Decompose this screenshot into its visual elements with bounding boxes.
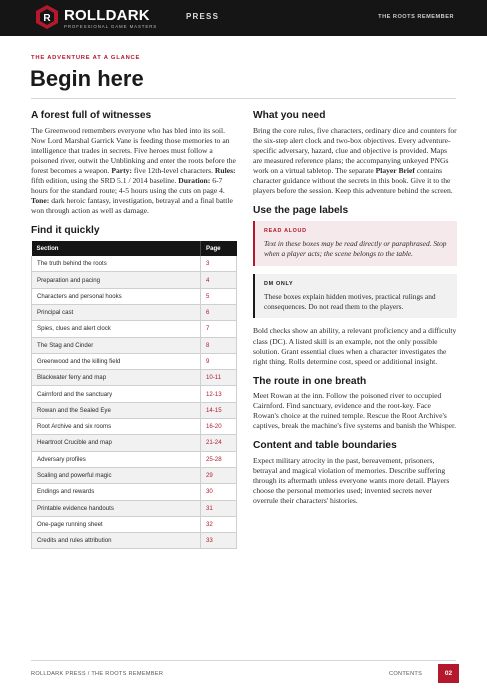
toc-row[interactable] [32, 321, 237, 337]
toc-section-title: Preparation and pacing [32, 272, 201, 288]
left-column [31, 110, 237, 549]
toc-page-number[interactable]: 16-20 [201, 419, 237, 435]
content-section [253, 440, 457, 506]
toc-page-number[interactable]: 5 [201, 288, 237, 304]
toc-page-number[interactable]: 7 [201, 321, 237, 337]
toc-body [32, 256, 237, 549]
toc-page-number[interactable]: 3 [201, 256, 237, 272]
labels-heading: Use the page labels [253, 204, 349, 216]
toc-section-title: Root Archive and six rooms [32, 419, 201, 435]
toc-page-number[interactable]: 21-24 [201, 435, 237, 451]
toc-row[interactable] [32, 353, 237, 369]
right-column [253, 110, 457, 515]
read-aloud-label: READ ALOUD [264, 227, 307, 234]
rules-label: Rules: [214, 165, 236, 175]
toc-col-page: Page [201, 241, 237, 256]
dm-only-text: These boxes explain hidden motives, practical rulings and consequences. Do not read them to the players. [264, 291, 436, 311]
toc-page-number[interactable]: 6 [201, 304, 237, 320]
toc-section-title: Adversary profiles [32, 451, 201, 467]
witnesses-text [31, 126, 237, 216]
toc-row[interactable] [32, 256, 237, 272]
toc-section-title: Cairnford and the sanctuary [32, 386, 201, 402]
toc-section-title: Heartroot Crucible and map [32, 435, 201, 451]
title-divider [31, 98, 456, 99]
press-label: PRESS [186, 12, 220, 21]
need-section [253, 110, 457, 196]
toc-heading: Find it quickly [31, 224, 100, 236]
footer-divider [31, 660, 456, 661]
toc-section-title: Endings and rewards [32, 484, 201, 500]
toc-row[interactable] [32, 288, 237, 304]
toc-row[interactable] [32, 467, 237, 483]
toc-page-number[interactable]: 30 [201, 484, 237, 500]
route-section [253, 376, 457, 432]
need-heading: What you need [253, 110, 326, 121]
toc-row[interactable] [32, 272, 237, 288]
toc-section-title: Rowan and the Sealed Eye [32, 402, 201, 418]
toc-section-title: Printable evidence handouts [32, 500, 201, 516]
duration-label: Duration: [178, 175, 211, 185]
toc-page-number[interactable]: 31 [201, 500, 237, 516]
toc-row[interactable] [32, 484, 237, 500]
toc-page-number[interactable]: 29 [201, 467, 237, 483]
rules-text: fifth edition, using the SRD 5.1 / 2014 baseline. [31, 175, 179, 185]
toc-row[interactable] [32, 500, 237, 516]
rolldark-logo-icon [34, 4, 60, 30]
footer-page-number: 02 [438, 664, 459, 683]
tone-text: dark heroic fantasy, investigation, betrayal and a final battle won through action as well as damage. [31, 195, 233, 215]
need-text [253, 126, 457, 196]
toc-page-number[interactable]: 25-28 [201, 451, 237, 467]
duration-text: 6-7 hours for the standard route; 4-5 hours using the cuts on page 4. [31, 175, 225, 195]
party-label: Party: [111, 165, 133, 175]
svg-text:R: R [43, 13, 51, 24]
toc-page-number[interactable]: 33 [201, 533, 237, 549]
dm-only-box [253, 274, 457, 319]
toc-section-title: Characters and personal hooks [32, 288, 201, 304]
read-aloud-text: Text in these boxes may be read directly or paraphrased. Stop when a player acts; the scene belongs to the table. [264, 238, 447, 258]
toc-section-title: Greenwood and the killing field [32, 353, 201, 369]
toc-section-title: Spies, clues and alert clock [32, 321, 201, 337]
route-text: Meet Rowan at the inn. Follow the poisoned river to occupied Cairnford. Find sanctuary, evidence and the root-key. Face Rowan's choice at the ruined temple. Rescue the Root Archive's captives, break the machine's five systems and banish the Whisper. [253, 391, 457, 431]
footer-section-label: CONTENTS [389, 671, 423, 677]
dm-only-label: DM ONLY [264, 280, 294, 287]
toc-row[interactable] [32, 435, 237, 451]
toc-row[interactable] [32, 304, 237, 320]
toc-row[interactable] [32, 419, 237, 435]
read-aloud-box [253, 221, 457, 266]
toc-page-number[interactable]: 8 [201, 337, 237, 353]
footer-left: ROLLDARK PRESS / THE ROOTS REMEMBER [31, 671, 164, 677]
toc-row[interactable] [32, 451, 237, 467]
witnesses-section [31, 110, 237, 216]
brand-name: ROLLDARK [64, 7, 150, 24]
header-doc-title: THE ROOTS REMEMBER [378, 14, 454, 20]
witnesses-heading: A forest full of witnesses [31, 110, 152, 121]
toc-section-title: The Stag and Cinder [32, 337, 201, 353]
toc-row[interactable] [32, 516, 237, 532]
toc-row[interactable] [32, 337, 237, 353]
page-title: Begin here [30, 66, 144, 91]
witnesses-intro: The Greenwood remembers everyone who has bled into its soil. Now Lord Marshal Garrick Vane is feeding those memories to an intelligence that trades in secrets. Five heroes must follow a poisoned river, outwit the Unblinking and enter the roots before the forest becomes a weapon. [31, 125, 236, 175]
need-text-b: contains character guidance without the secrets in this book. Give it to the players before the session. Keep this adventure behind the screen. [253, 165, 453, 195]
toc-row[interactable] [32, 533, 237, 549]
party-text: five 12th-level characters. [132, 165, 215, 175]
checks-text: Bold checks show an ability, a relevant proficiency and a difficulty class (DC). A listed skill is an example, not the only possible solution. Grant essential clues when a character investigates the right thing. Rolls determine cost, speed or additional insight. [253, 326, 457, 366]
toc-section-title: Blackwater ferry and map [32, 370, 201, 386]
content-heading: Content and table boundaries [253, 440, 397, 452]
toc-header-row [32, 241, 237, 256]
toc-page-number[interactable]: 9 [201, 353, 237, 369]
toc-section-title: The truth behind the roots [32, 256, 201, 272]
toc-section-title: Principal cast [32, 304, 201, 320]
content-text: Expect military atrocity in the past, bereavement, prisoners, betrayal and magical violation of memories. Describe suffering through its aftermath unless everyone wants more detail. Players choose the personal memories used; invented secrets never overrule their characters' histories. [253, 456, 450, 506]
toc-page-number[interactable]: 12-13 [201, 386, 237, 402]
tone-label: Tone: [31, 195, 50, 205]
toc-page-number[interactable]: 32 [201, 516, 237, 532]
toc-row[interactable] [32, 386, 237, 402]
labels-section [253, 205, 457, 367]
brand-tagline: PROFESSIONAL GAME MASTERS [64, 24, 158, 29]
toc-col-section: Section [32, 241, 201, 256]
player-brief-label: Player Brief [375, 165, 415, 175]
toc-section-title: One-page running sheet [32, 516, 201, 532]
page-header [0, 0, 487, 36]
toc-row[interactable] [32, 370, 237, 386]
toc-page-number[interactable]: 4 [201, 272, 237, 288]
toc-page-number[interactable]: 14-15 [201, 402, 237, 418]
need-text-a: Bring the core rules, five characters, ordinary dice and counters for the six-step alert clock and two-box objectives. Every adventure-specific adversary, hazard, clue and objective is provided. Maps are measured reference plans; the accompanying unkeyed PNGs work on a virtual tabletop. The separate [253, 125, 457, 175]
toc-section-title: Scaling and powerful magic [32, 467, 201, 483]
toc-row[interactable] [32, 402, 237, 418]
toc-table [31, 241, 237, 550]
route-heading: The route in one breath [253, 375, 367, 387]
toc-section [31, 225, 237, 550]
toc-page-number[interactable]: 10-11 [201, 370, 237, 386]
toc-section-title: Credits and rules attribution [32, 533, 201, 549]
section-kicker: THE ADVENTURE AT A GLANCE [31, 55, 141, 61]
